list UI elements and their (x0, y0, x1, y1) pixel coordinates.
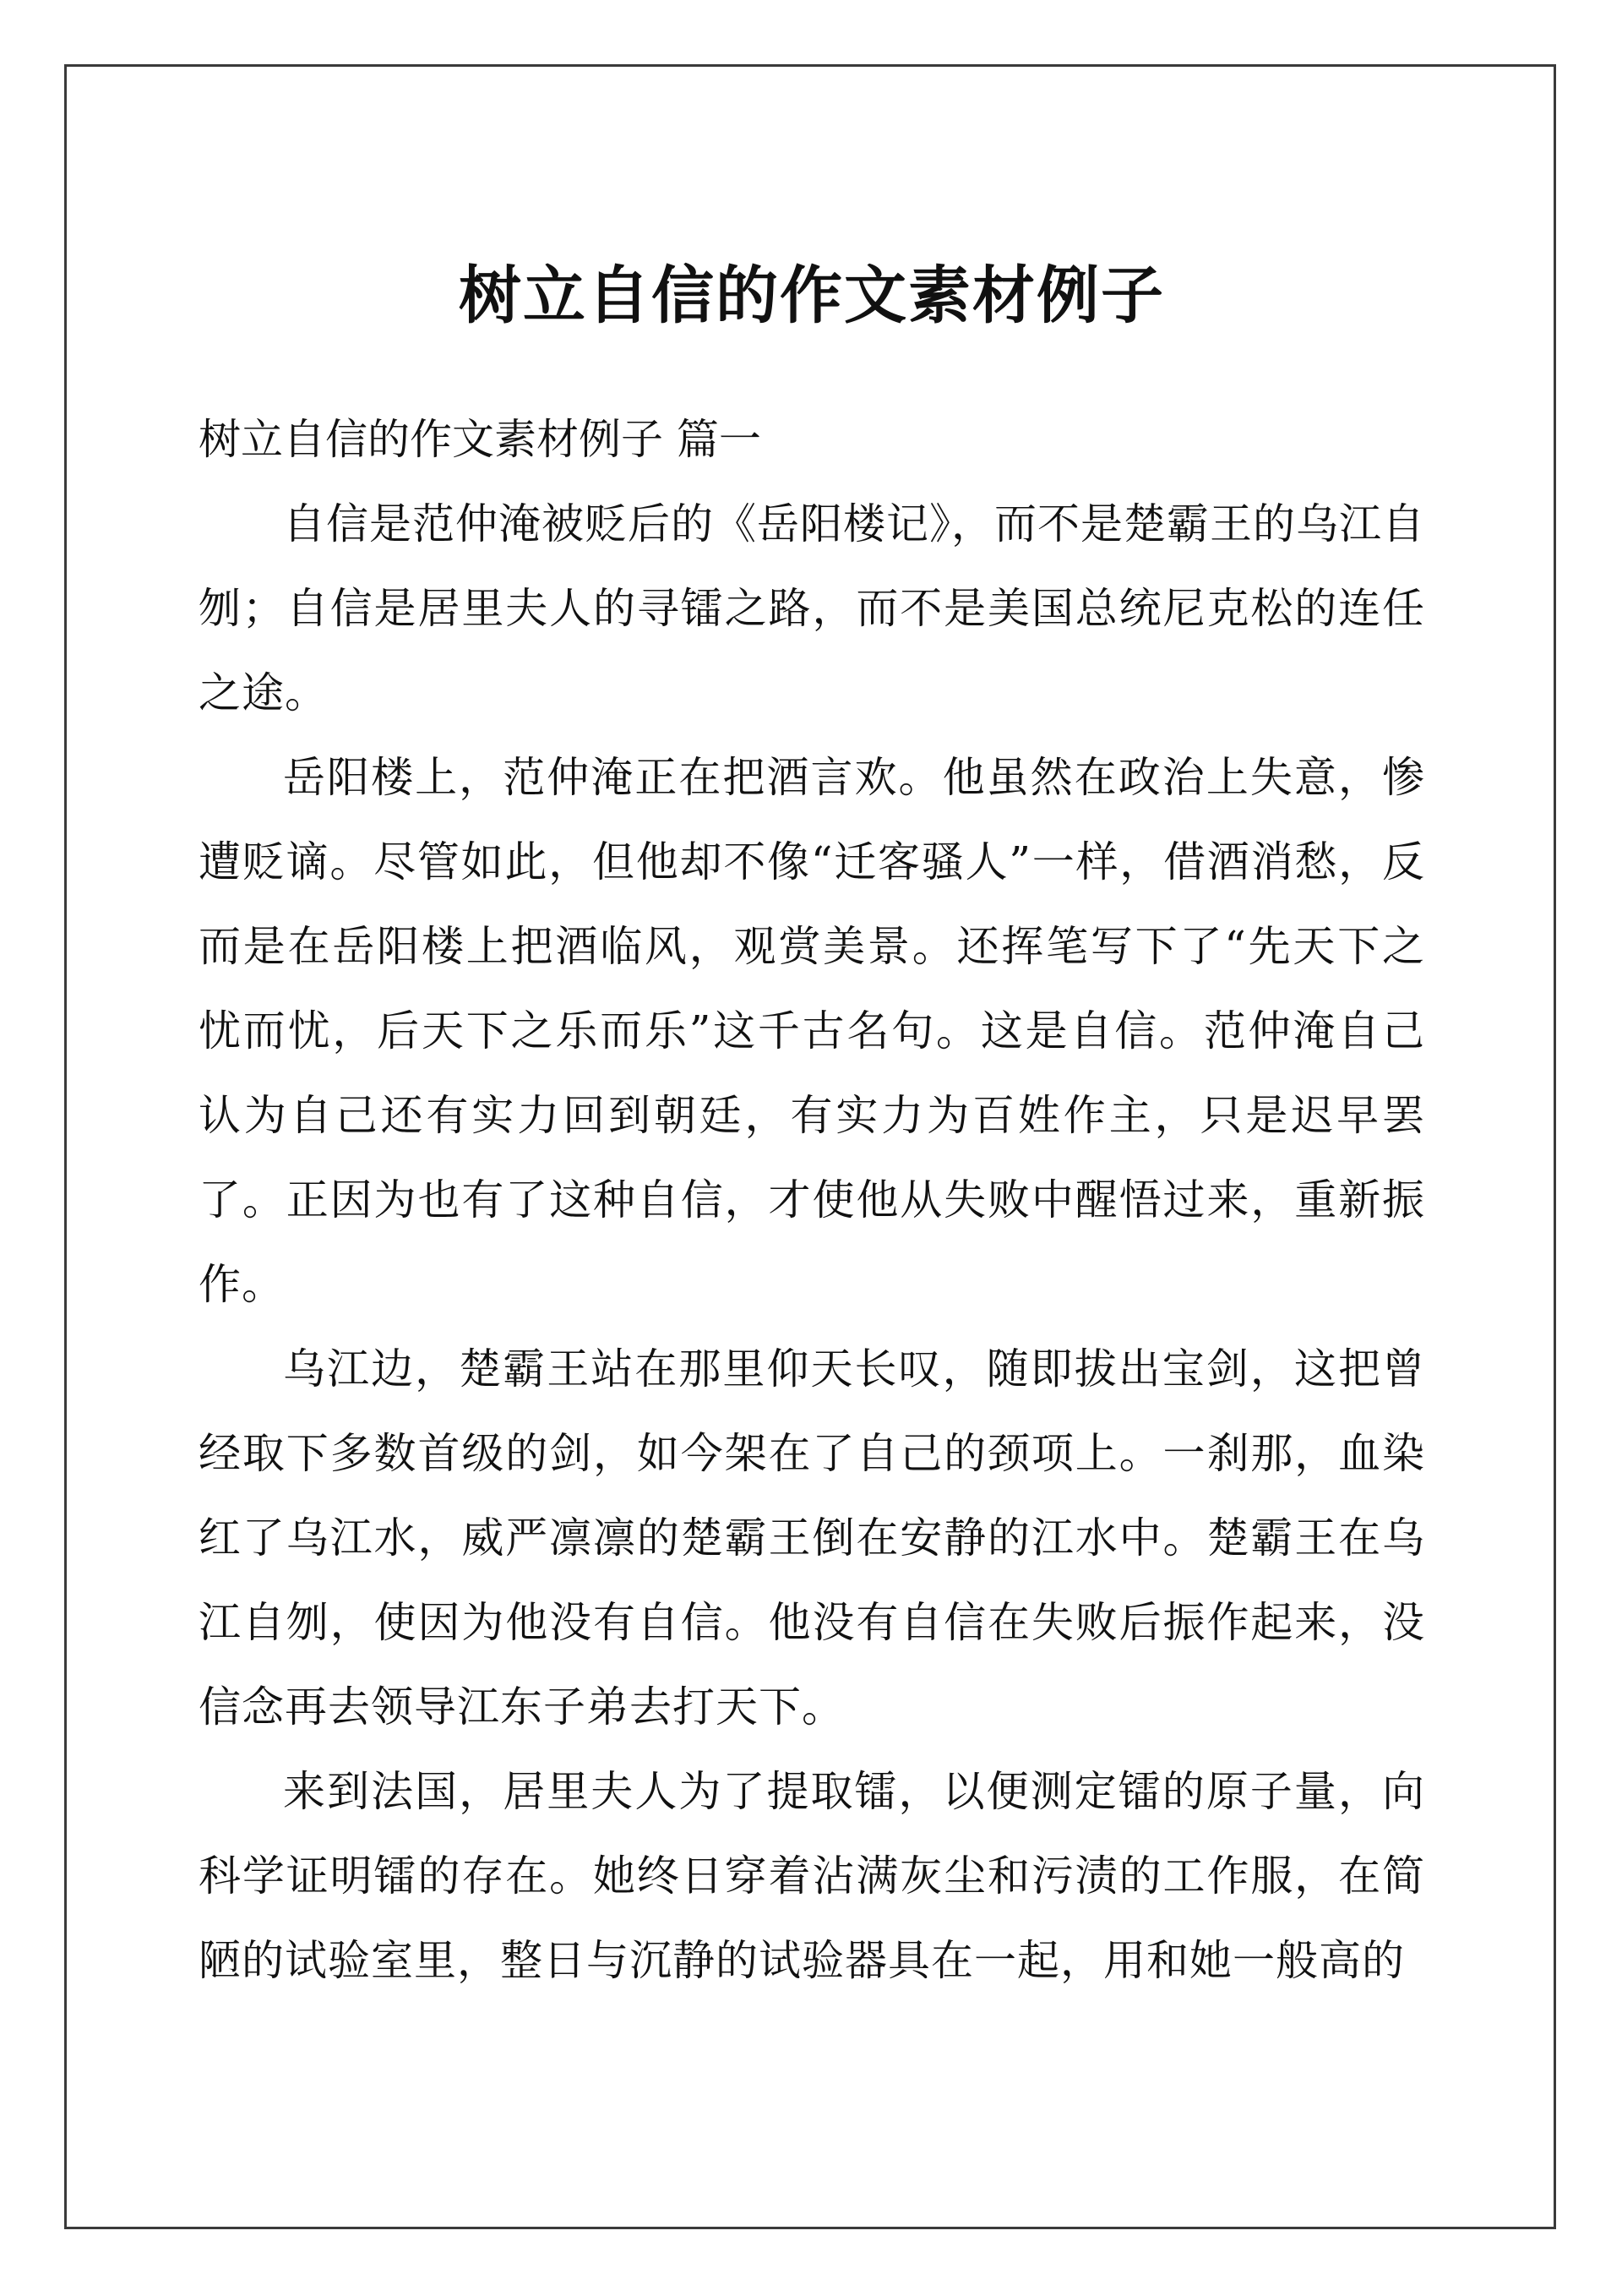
paragraph: 来到法国，居里夫人为了提取镭，以便测定镭的原子量，向科学证明镭的存在。她终日穿着沾满灰尘和污渍的工作服，在简陋的试验室里，整日与沉静的试验器具在一起，用和她一般高的 (199, 1767, 1425, 1985)
document-body (199, 245, 1425, 2003)
paragraph: 乌江边，楚霸王站在那里仰天长叹，随即拔出宝剑，这把曾经取下多数首级的剑，如今架在了自己的颈项上。一刹那，血染红了乌江水，威严凛凛的楚霸王倒在安静的江水中。楚霸王在乌江自刎，使因为他没有自信。他没有自信在失败后振作起来，没信念再去领导江东子弟去打天下。 (199, 1344, 1425, 1732)
paragraph: 岳阳楼上，范仲淹正在把酒言欢。他虽然在政治上失意，惨遭贬谪。尽管如此，但他却不像“迁客骚人”一样，借酒消愁，反而是在岳阳楼上把酒临风，观赏美景。还挥笔写下了“先天下之忧而忧，后天下之乐而乐”这千古名句。这是自信。范仲淹自己认为自己还有实力回到朝廷，有实力为百姓作主，只是迟早罢了。正因为也有了这种自信，才使他从失败中醒悟过来，重新振作。 (199, 753, 1425, 1309)
document-title: 树立自信的作文素材例子 (459, 259, 1165, 332)
paragraph: 自信是范仲淹被贬后的《岳阳楼记》，而不是楚霸王的乌江自刎；自信是居里夫人的寻镭之路，而不是美国总统尼克松的连任之途。 (199, 499, 1425, 717)
section-heading: 树立自信的作文素材例子 篇一 (199, 415, 761, 464)
